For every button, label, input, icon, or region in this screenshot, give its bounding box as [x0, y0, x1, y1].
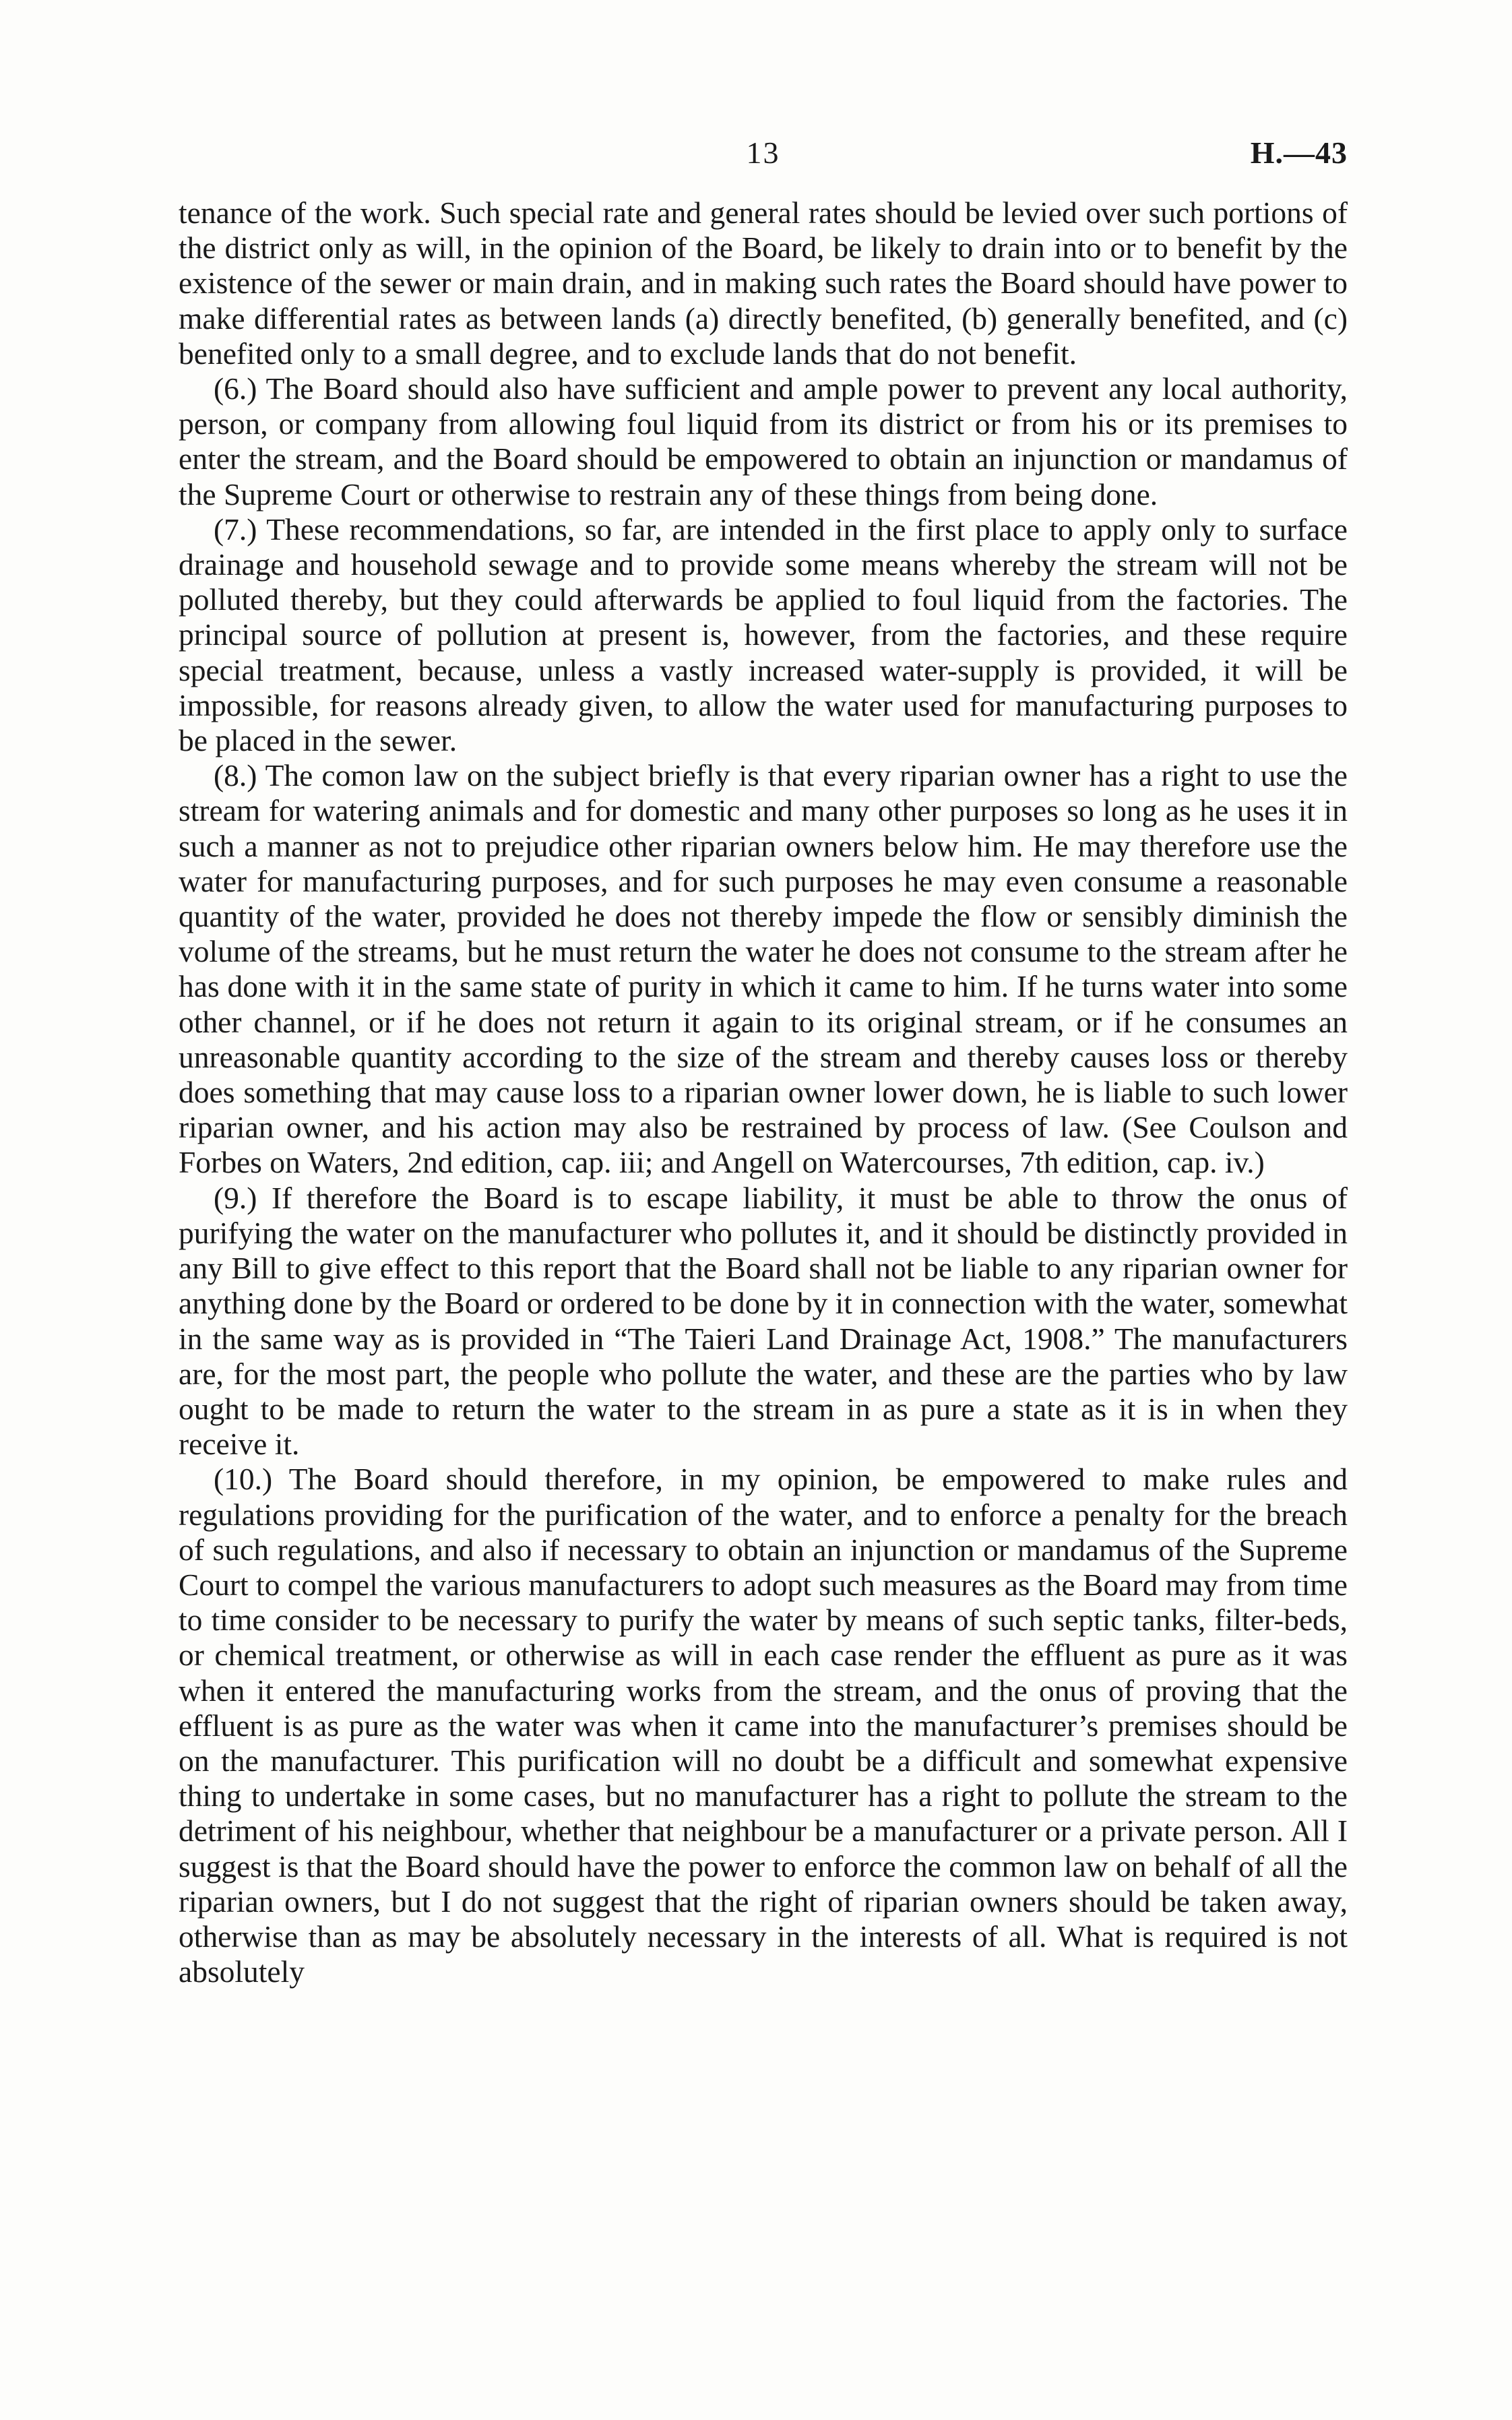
page-header — [179, 135, 1348, 175]
document-reference: H.—43 — [1250, 135, 1348, 170]
paragraph-7: (7.) These recommendations, so far, are intended in the first place to apply only to surface drainage and household sewage and to provide some means whereby the stream will not be polluted thereby, but they could afterwards be applied to foul liquid from the factories. The principal source of pollution at present is, however, from the factories, and these require special treatment, because, unless a vastly increased water-supply is provided, it will be impossible, for reasons already given, to allow the water used for manufacturing purposes to be placed in the sewer. — [179, 511, 1348, 758]
page-number: 13 — [746, 135, 780, 170]
paragraph-8: (8.) The comon law on the subject briefly is that every riparian owner has a right to use the stream for watering animals and for domestic and many other purposes so long as he uses it in such a manner as not to prejudice other riparian owners below him. He may therefore use the water for manufacturing purposes, and for such purposes he may even consume a reasonable quantity of the water, provided he does not thereby impede the flow or sensibly diminish the volume of the streams, but he must return the water he does not consume to the stream after he has done with it in the same state of purity in which it came to him. If he turns water into some other channel, or if he does not return it again to its original stream, or if he consumes an unreasonable quantity according to the size of the stream and thereby causes loss or thereby does something that may cause loss to a riparian owner lower down, he is liable to such lower riparian owner, and his action may also be restrained by process of law. (See Coulson and Forbes on Waters, 2nd edition, cap. iii; and Angell on Watercourses, 7th edition, cap. iv.) — [179, 758, 1348, 1180]
body-text — [179, 195, 1348, 1989]
paragraph-9: (9.) If therefore the Board is to escape liability, it must be able to throw the onus of purifying the water on the manufacturer who pollutes it, and it should be distinctly provided in any Bill to give effect to this report that the Board shall not be liable to any riparian owner for anything done by the Board or ordered to be done by it in connection with the water, somewhat in the same way as is provided in “The Taieri Land Drainage Act, 1908.” The manufacturers are, for the most part, the people who pollute the water, and these are the parties who by law ought to be made to return the water to the stream in as pure a state as it is in when they receive it. — [179, 1180, 1348, 1462]
paragraph-continuation: tenance of the work. Such special rate and general rates should be levied over such portions of the district only as will, in the opinion of the Board, be likely to drain into or to benefit by the existence of the sewer or main drain, and in making such rates the Board should have power to make differential rates as between lands (a) directly benefited, (b) generally benefited, and (c) benefited only to a small degree, and to exclude lands that do not benefit. — [179, 195, 1348, 371]
paragraph-10: (10.) The Board should therefore, in my opinion, be empowered to make rules and regulations providing for the purification of the water, and to enforce a penalty for the breach of such regulations, and also if necessary to obtain an injunction or mandamus of the Supreme Court to compel the various manufacturers to adopt such measures as the Board may from time to time consider to be necessary to purify the water by means of such septic tanks, filter-beds, or chemical treatment, or otherwise as will in each case render the effluent as pure as it was when it entered the manufacturing works from the stream, and the onus of proving that the effluent is as pure as the water was when it came into the manufacturer’s premises should be on the manufacturer. This purification will no doubt be a difficult and somewhat expensive thing to undertake in some cases, but no manufacturer has a right to pollute the stream to the detriment of his neighbour, whether that neighbour be a manufacturer or a private person. All I suggest is that the Board should have the power to enforce the common law on behalf of all the riparian owners, but I do not suggest that the right of riparian owners should be taken away, otherwise than as may be absolutely necessary in the interests of all. What is required is not absolutely — [179, 1462, 1348, 1989]
paragraph-6: (6.) The Board should also have sufficient and ample power to prevent any local authority, person, or company from allowing foul liquid from its district or from his or its premises to enter the stream, and the Board should be empowered to obtain an injunction or mandamus of the Supreme Court or otherwise to restrain any of these things from being done. — [179, 371, 1348, 511]
